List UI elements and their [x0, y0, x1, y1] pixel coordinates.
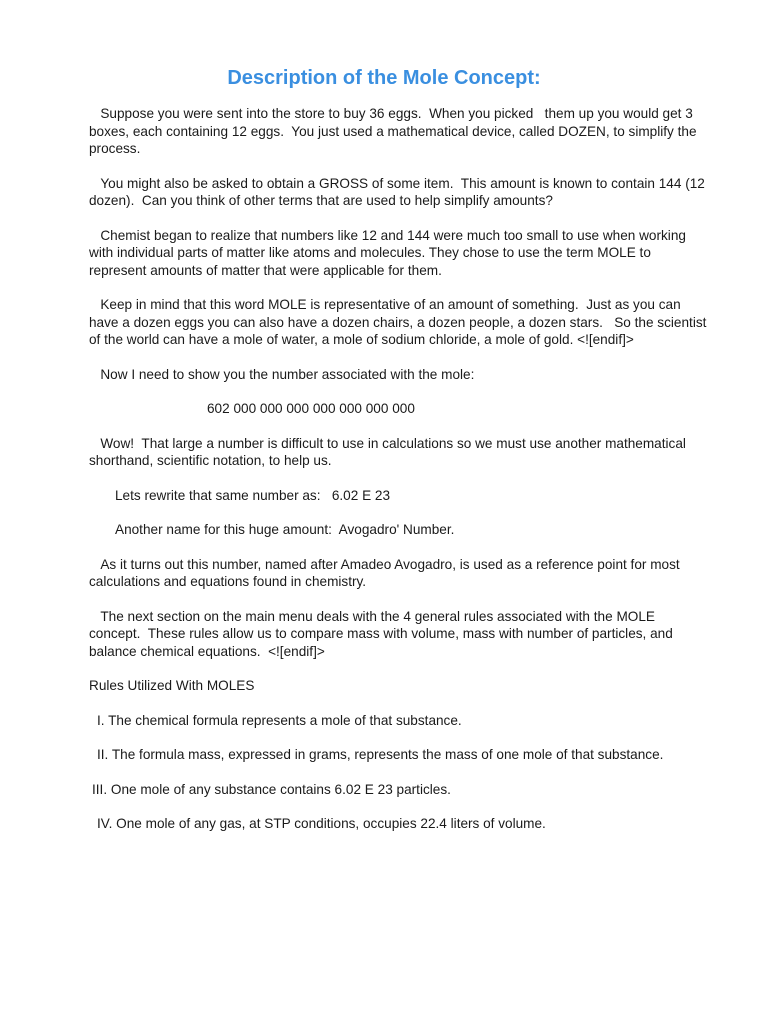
paragraph-eggs: Suppose you were sent into the store to buy 36 eggs. When you picked them up you would get 3 boxes, each containing 12 eggs. You just used a mathematical device, called DOZEN, to simplify the process. [89, 106, 701, 156]
rule-4: IV. One mole of any gas, at STP conditions, occupies 22.4 liters of volume. [97, 816, 546, 831]
rewrite-line: Lets rewrite that same number as: 6.02 E 23 [115, 487, 391, 503]
paragraph-next-section: The next section on the main menu deals with the 4 general rules associated with the MOLE concept. These rules allow us to compare mass with volume, mass with number of particles, and balance chemical equations. <![endif]> [89, 608, 677, 659]
another-name-line: Another name for this huge amount: Avogadro' Number. [115, 522, 455, 537]
paragraph-representative: Keep in mind that this word MOLE is representative of an amount of something. Just as you can have a dozen eggs you can also have a dozen chairs, a dozen people, a dozen stars. So the scientist of the world can have a mole of water, a mole of sodium chloride, a mole of gold. <![endif]> [89, 297, 711, 347]
rule-3: III. One mole of any substance contains 6.02 E 23 particles. [92, 781, 451, 797]
rules-heading: Rules Utilized With MOLES [89, 678, 255, 693]
paragraph-wow: Wow! That large a number is difficult to use in calculations so we must use another mathematical shorthand, scientific notation, to help us. [89, 435, 690, 468]
paragraph-amadeo: As it turns out this number, named after Amadeo Avogadro, is used as a reference point for most calculations and equations found in chemistry. [89, 556, 684, 589]
paragraph-chemist: Chemist began to realize that numbers like 12 and 144 were much too small to use when working with individual parts of matter like atoms and molecules. They chose to use the term MOLE to represent amounts of matter that were applicable for them. [89, 227, 690, 278]
rule-1: I. The chemical formula represents a mole of that substance. [97, 712, 462, 728]
document-body [89, 105, 709, 850]
avogadro-big-number: 602 000 000 000 000 000 000 000 [207, 401, 415, 416]
paragraph-gross: You might also be asked to obtain a GROSS of some item. This amount is known to contain 144 (12 dozen). Can you think of other terms that are used to help simplify amounts? [89, 175, 709, 208]
paragraph-number-intro: Now I need to show you the number associated with the mole: [89, 366, 475, 382]
page-title: Description of the Mole Concept: [227, 67, 541, 89]
rule-2: II. The formula mass, expressed in grams, represents the mass of one mole of that substance. [97, 747, 664, 762]
